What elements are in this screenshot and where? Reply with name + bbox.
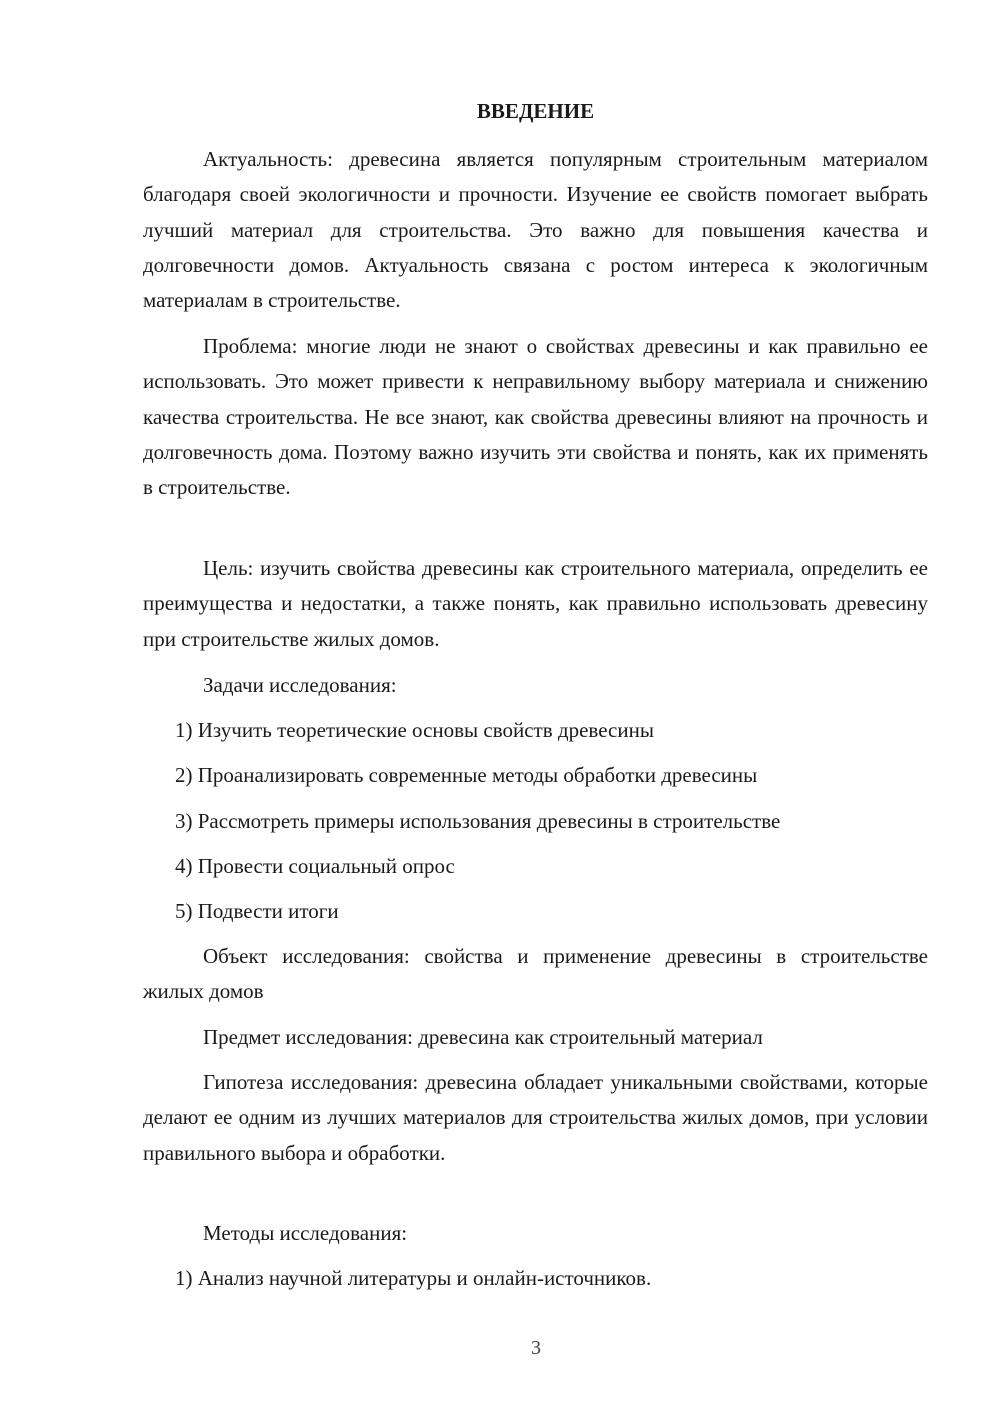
task-item: 5) Подвести итоги [175,899,339,923]
hypothesis-paragraph: Гипотеза исследования: древесина обладает уникальными свойствами, которые делают ее одним из лучших материалов для строительства жилых домов, при условии правильного выбора и обработки. [143,1070,928,1165]
method-item: 1) Анализ научной литературы и онлайн-источников. [175,1266,652,1290]
page-number: 3 [531,1337,541,1359]
relevance-paragraph: Актуальность: древесина является популярным строительным материалом благодаря своей экологичности и прочности. Изучение ее свойств помогает выбрать лучший материал для строительства. Это важно для повышения качества и долговечности домов. Актуальность связана с ростом интереса к экологичным материалам в строительстве. [143,147,928,313]
task-item: 3) Рассмотреть примеры использования древесины в строительстве [175,809,781,833]
page-title: ВВЕДЕНИЕ [476,99,595,123]
task-item: 2) Проанализировать современные методы обработки древесины [175,763,758,787]
object-paragraph: Объект исследования: свойства и применение древесины в строительстве жилых домов [143,944,928,1004]
goal-paragraph: Цель: изучить свойства древесины как строительного материала, определить ее преимущества и недостатки, а также понять, как правильно использовать древесину при строительстве жилых домов. [143,556,928,651]
task-item: 1) Изучить теоретические основы свойств древесины [175,718,654,742]
tasks-heading: Задачи исследования: [203,673,397,697]
subject-paragraph: Предмет исследования: древесина как строительный материал [203,1025,763,1049]
problem-paragraph: Проблема: многие люди не знают о свойствах древесины и как правильно ее использовать. Это может привести к неправильному выбору материала и снижению качества строительства. Не все знают, как свойства древесины влияют на прочность и долговечность дома. Поэтому важно изучить эти свойства и понять, как их применять в строительстве. [143,334,928,500]
methods-heading: Методы исследования: [203,1221,408,1245]
task-item: 4) Провести социальный опрос [175,854,455,878]
